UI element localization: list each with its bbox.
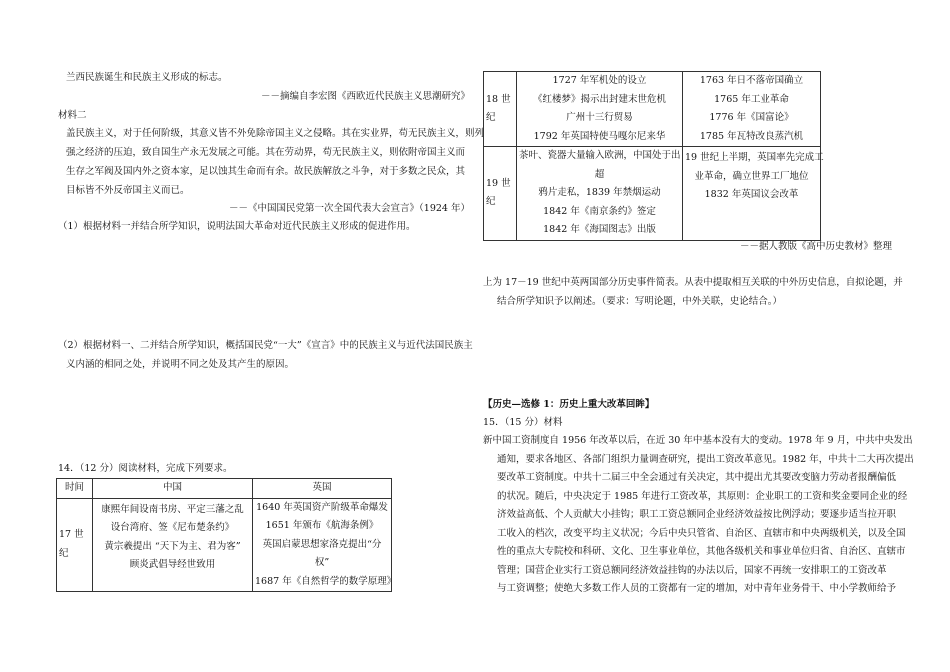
table-row [57,498,392,592]
table-source: －－据人教版《高中历史教材》整理 [739,241,892,252]
material2-line-1: 盖民族主义，对于任何阶级，其意义皆不外免除帝国主义之侵略。其在实业界，苟无民族主义，则列 [66,128,485,139]
china-19c-item: 超 [594,168,605,180]
question-2-line-1: （2）根据材料一、二并结合所学知识，概括国民党“一大”《宣言》中的民族主义与近代法国民族主 [58,340,473,351]
britain-18c-item: 1776 年《国富论》 [709,112,794,124]
row-label-17c: 17 世纪 [57,498,93,592]
china-17c-item: 设台湾府、签《尼布楚条约》 [110,522,235,534]
material2-line-2: 强之经济的压迫，致自国生产永无发展之可能。其在劳动界，苟无民族主义，则依附帝国主义而 [66,147,466,158]
britain-18c-cell [683,72,821,147]
q15-line: 新中国工资制度自 1956 年改革以后，在近 30 年中基本没有大的变动。1978 年 9 月，中共中央发出 [483,435,913,446]
question-2-line-2: 义内涵的相同之处，并说明不同之处及其产生的原因。 [66,359,295,370]
row-label-19c: 19 世纪 [484,147,517,241]
table-row [484,147,821,241]
britain-19c-item: 19 世纪上半期，英国率先完成工 [685,152,824,164]
q15-line: 性的重点大专院校和科研、文化、卫生事业单位，其他各级机关和事业单位归省、自治区、直辖市 [497,546,906,558]
q15-line: 的状况。随后，中央决定于 1985 年进行工资改革，其原则：企业职工的工资和奖金要同企业的经 [497,490,908,502]
china-19c-item: 鸦片走私，1839 年禁烟运动 [538,187,661,199]
china-17c-cell [93,498,253,592]
china-18c-item: 1792 年英国特使马嘎尔尼来华 [533,130,666,142]
question-1: （1）根据材料一并结合所学知识，说明法国大革命对近代民族主义形成的促进作用。 [58,221,416,232]
q15-paragraph [483,432,914,599]
britain-17c-item: 1651 年颁布《航海条例》 [265,520,379,532]
material1-source: －－摘编自李宏图《西欧近代民族主义思潮研究》 [260,91,470,102]
header-china: 中国 [93,479,253,499]
britain-17c-item: 1640 年英国资产阶级革命爆发 [256,501,388,513]
britain-18c-item: 1785 年瓦特改良蒸汽机 [699,130,804,142]
britain-18c-item: 1765 年工业革命 [714,93,789,105]
britain-19c-item: 1832 年英国议会改革 [704,189,799,201]
q15-line: 要改革工资制度。中共十二届三中全会通过有关决定，其中提出尤其要改变脑力劳动者报酬偏低 [497,472,897,484]
row-label-18c: 18 世纪 [484,72,517,147]
header-time: 时间 [57,479,93,499]
britain-17c-item: 权” [314,557,330,569]
material2-line-4: 目标皆不外反帝国主义而已。 [66,185,190,196]
header-britain: 英国 [253,479,392,499]
china-18c-item: 广州十三行贸易 [566,112,633,124]
table-header-row [57,479,392,499]
china-19c-item: 1842 年《南京条约》签定 [543,205,656,217]
section-title: 【历史—选修 1：历史上重大改革回眸】 [483,399,655,410]
material2-line-3: 生存之军阀及国内外之资本家，足以蚀其生命而有余。故民族解放之斗争，对于多数之民众，其 [66,166,466,177]
britain-18c-item: 1763 年日不落帝国确立 [699,75,804,86]
material2-title: 材料二 [58,110,87,121]
britain-17c-cell [253,498,397,592]
q15-line: 与工资调整；使绝大多数工作人员的工资都有一定的增加，对中青年业务骨干、中小学教师给予 [497,583,897,595]
china-18c-item: 《红楼梦》揭示出封建末世危机 [532,93,666,105]
q15-line: 济效益高低、个人贡献大小挂钩；职工工资总额同企业经济效益按比例浮动；要逐步适当拉开职 [497,509,897,521]
china-19c-item: 1842 年《海国图志》出版 [543,224,656,236]
q15-line: 通知，要求各地区、各部门组织力量调查研究，提出工资改革意见。1982 年，中共十二大再次提出 [497,453,914,465]
question-14: 14．（12 分）阅读材料，完成下列要求。 [58,463,233,474]
britain-17c-item: 英国启蒙思想家洛克提出“分 [262,538,382,550]
task-line-2: 结合所学知识予以阐述。（要求：写明论题，中外关联，史论结合。） [497,296,783,307]
china-18c-item: 1727 年军机处的设立 [552,75,647,86]
material2-source: －－《中国国民党第一次全国代表大会宣言》（1924 年） [229,203,470,214]
china-17c-item: 黄宗羲提出 “天下为主、君为客” [104,540,241,552]
question-15: 15．（15 分）材料 [483,417,563,428]
china-19c-item: 茶叶、瓷器大量输入欧洲，中国处于出 [519,150,681,162]
q15-line: 管理；国营企业实行工资总额同经济效益挂钩的办法以后，国家不再统一安排职工的工资改革 [497,564,887,576]
task-line-1: 上为 17－19 世纪中英两国部分历史事件简表。从表中提取相互关联的中外历史信息，自拟论题，并 [483,277,903,288]
history-table-part2 [483,71,824,241]
q15-line: 工收入的档次，改变平均主义状况；今后中央只管省、自治区、直辖市和中央两级机关，以及全国 [497,527,906,539]
britain-19c-item: 业革命，确立世界工厂地位 [694,170,809,182]
china-17c-item: 康熙年间设南书房、平定三藩之乱 [101,503,244,515]
china-18c-cell [517,72,683,147]
britain-19c-cell [683,147,824,241]
china-19c-cell [517,147,683,241]
china-17c-item: 顾炎武倡导经世致用 [129,559,216,571]
table-row [484,72,821,147]
history-table-part1 [56,478,397,592]
material1-tail: 兰西民族诞生和民族主义形成的标志。 [66,72,228,83]
britain-17c-item: 1687 年《自然哲学的数学原理》 [255,575,397,587]
